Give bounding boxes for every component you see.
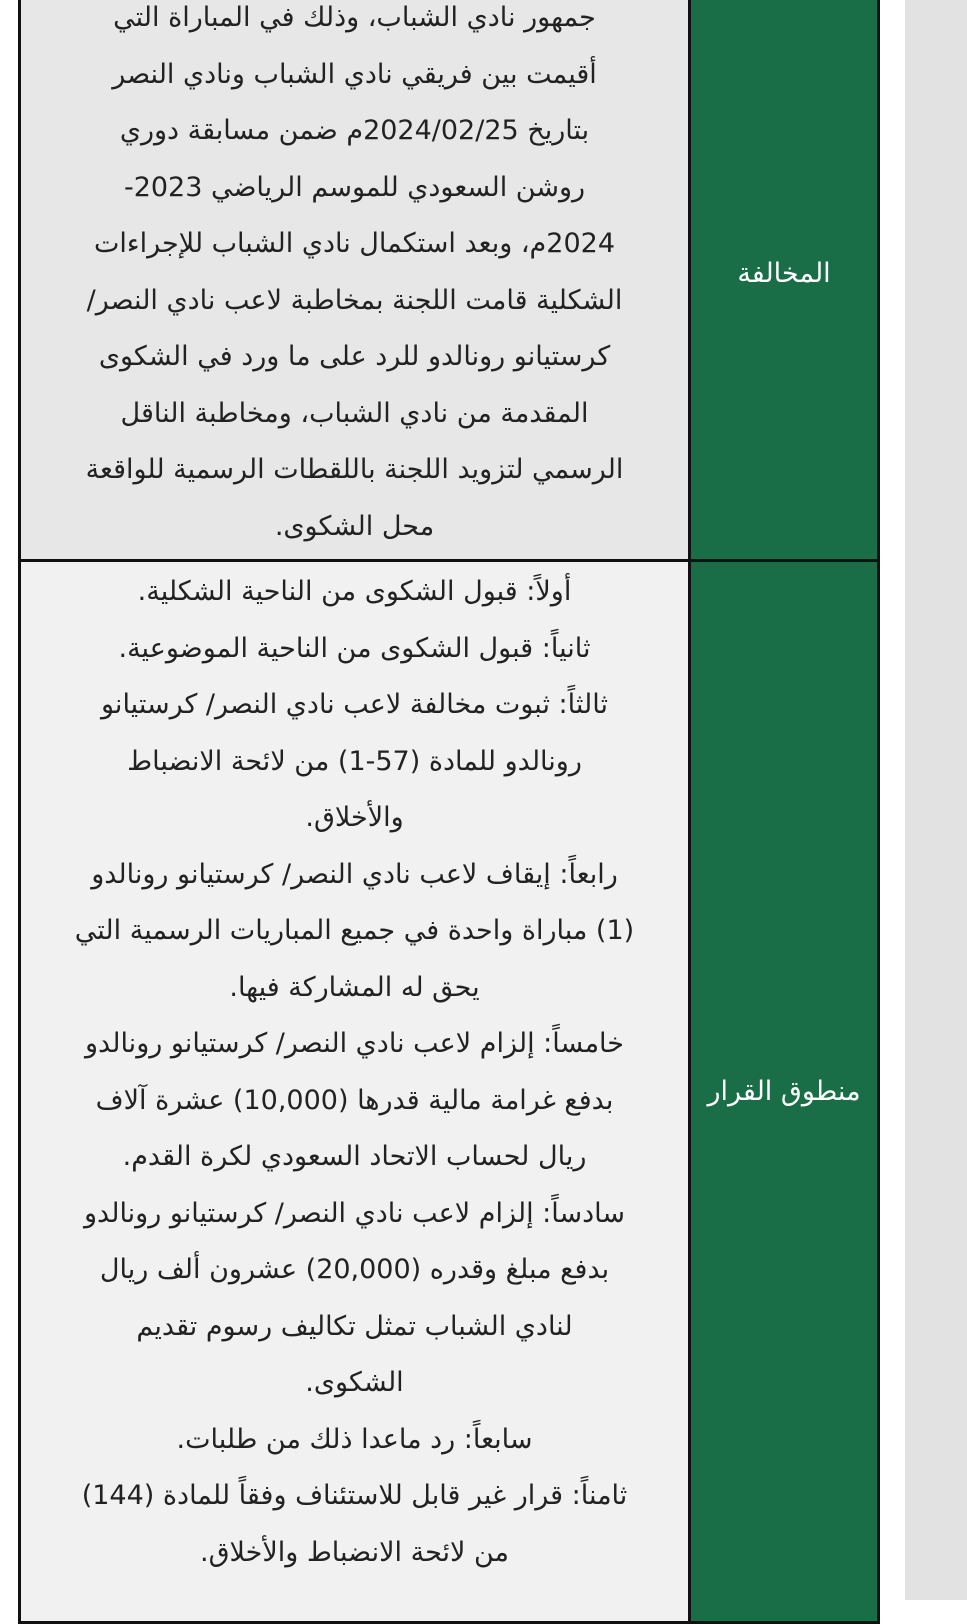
text-line: ثالثاً: ثبوت مخالفة لاعب نادي النصر/ كرستيانو <box>100 689 608 720</box>
text-line: سادساً: إلزام لاعب نادي النصر/ كرستيانو رونالدو <box>84 1197 625 1229</box>
text-line: رابعاً: إيقاف لاعب نادي النصر/ كرستيانو رونالدو <box>91 858 618 890</box>
text-line: ريال لحساب الاتحاد السعودي لكرة القدم. <box>122 1141 587 1172</box>
text-line: ثامناً: قرار غير قابل للاستئناف وفقاً للمادة (144) <box>81 1480 628 1511</box>
text-line: روشن السعودي للموسم الرياضي 2023- <box>123 171 586 203</box>
decision-text <box>18 562 688 1621</box>
row-header-decision <box>688 562 880 1621</box>
row-header-violation <box>688 0 880 559</box>
text-line: 2024م، وبعد استكمال نادي الشباب للإجراءات <box>94 228 615 259</box>
text-line: أقيمت بين فريقي نادي الشباب ونادي النصر <box>112 58 597 90</box>
text-line: (1) مباراة واحدة في جميع المباريات الرسمية التي <box>74 915 635 946</box>
text-line: يحق له المشاركة فيها. <box>229 971 480 1003</box>
text-line: ثانياً: قبول الشكوى من الناحية الموضوعية. <box>118 632 591 664</box>
row-header-label: منطوق القرار <box>707 1076 861 1107</box>
decision-table <box>18 0 880 1624</box>
row-header-label: المخالفة <box>737 258 831 289</box>
text-line: سابعاً: رد ماعدا ذلك من طلبات. <box>176 1423 533 1455</box>
text-line: كرستيانو رونالدو للرد على ما ورد في الشكوى <box>98 341 611 372</box>
violation-text <box>18 0 688 559</box>
text-line: لنادي الشباب تمثل تكاليف رسوم تقديم <box>136 1310 573 1342</box>
scrollbar-track[interactable] <box>905 0 967 1600</box>
text-line: المقدمة من نادي الشباب، ومخاطبة الناقل <box>120 397 589 429</box>
text-line: بدفع غرامة مالية قدرها (10,000) عشرة آلاف <box>95 1084 614 1116</box>
table-row-decision <box>18 562 880 1624</box>
text-line: بتاريخ 2024/02/25م ضمن مسابقة دوري <box>119 115 590 146</box>
text-line: خامساً: إلزام لاعب نادي النصر/ كرستيانو رونالدو <box>85 1028 624 1059</box>
text-line: أولاً: قبول الشكوى من الناحية الشكلية. <box>137 576 572 607</box>
text-line: بدفع مبلغ وقدره (20,000) عشرون ألف ريال <box>99 1254 610 1285</box>
text-line: الشكوى. <box>305 1367 404 1398</box>
text-line: الشكلية قامت اللجنة بمخاطبة لاعب نادي النصر/ <box>86 284 623 316</box>
text-line: رونالدو للمادة (57-1) من لائحة الانضباط <box>127 745 582 777</box>
text-line: من لائحة الانضباط والأخلاق. <box>199 1536 510 1568</box>
text-line: جمهور نادي الشباب، وذلك في المباراة التي <box>113 2 596 33</box>
text-line: والأخلاق. <box>305 802 404 833</box>
text-line: الرسمي لتزويد اللجنة باللقطات الرسمية للواقعة <box>85 454 624 485</box>
text-line: محل الشكوى. <box>274 510 435 542</box>
table-row-violation <box>18 0 880 562</box>
